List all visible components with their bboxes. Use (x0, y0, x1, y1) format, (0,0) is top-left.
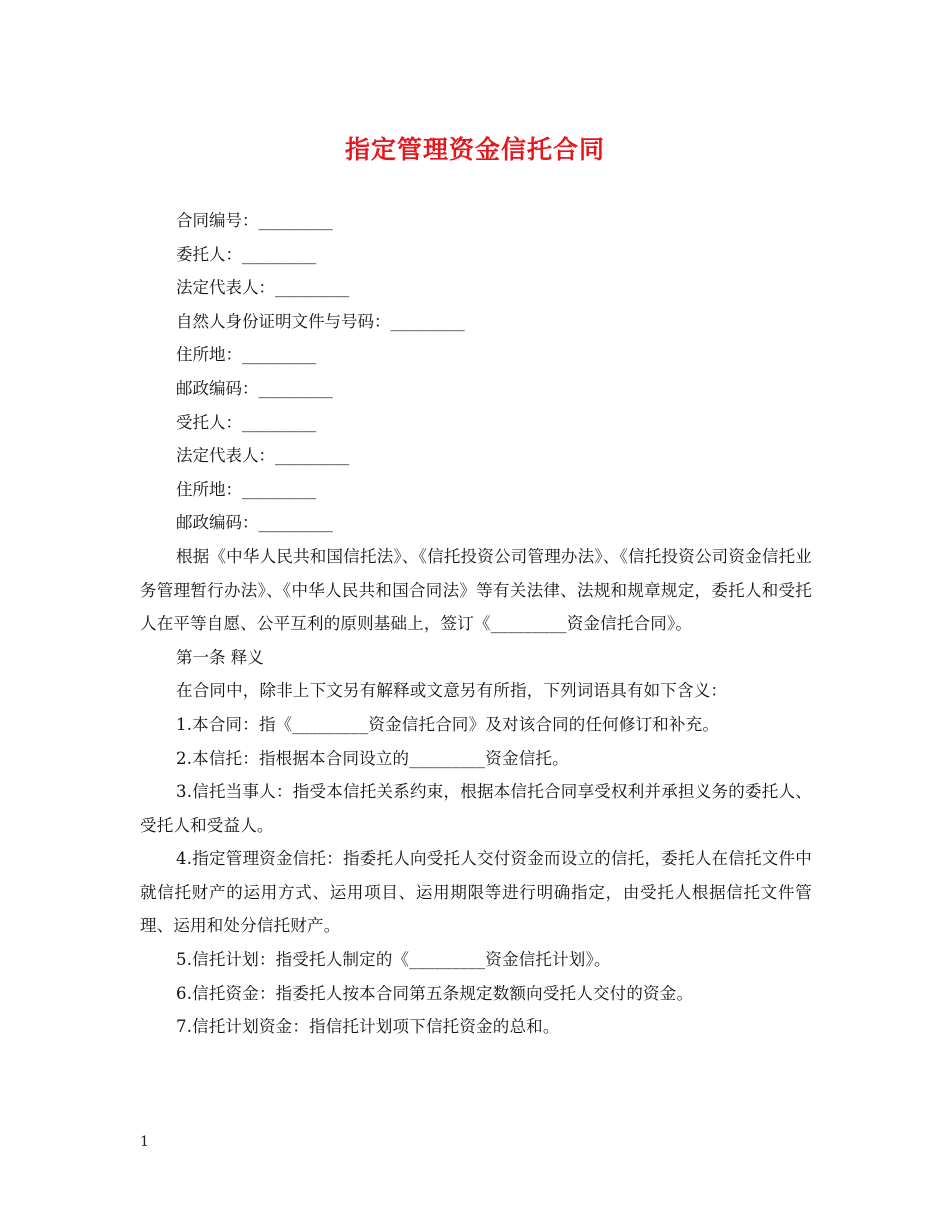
field-trustee-postcode: 邮政编码：_________ (176, 513, 333, 533)
field-trustor-postcode: 邮政编码：_________ (176, 378, 333, 398)
definition-item: 5.信托计划：指受托人制定的《_________资金信托计划》。 (176, 950, 611, 970)
definition-item: 1.本合同：指《_________资金信托合同》及对该合同的任何修订和补充。 (176, 714, 720, 734)
document-title: 指定管理资金信托合同 (344, 135, 605, 164)
field-trustor-legal-representative: 法定代表人：_________ (176, 278, 350, 298)
definition-item: 6.信托资金：指委托人按本合同第五条规定数额向受托人交付的资金。 (176, 983, 694, 1003)
definition-item: 7.信托计划资金：指信托计划项下信托资金的总和。 (176, 1017, 560, 1037)
field-trustee: 受托人：_________ (176, 412, 317, 432)
field-trustor: 委托人：_________ (176, 244, 317, 264)
definition-item: 2.本信托：指根据本合同设立的_________资金信托。 (176, 748, 569, 768)
article-intro: 在合同中，除非上下文另有解释或文意另有所指，下列词语具有如下含义： (176, 681, 728, 701)
document-body (140, 204, 812, 1044)
field-id-document: 自然人身份证明文件与号码：_________ (176, 311, 465, 331)
preamble-paragraph: 根据《中华人民共和国信托法》、《信托投资公司管理办法》、《信托投资公司资金信托业务管理暂行办法》、《中华人民共和国合同法》等有关法律、法规和规章规定，委托人和受托人在平等自愿、公平互利的原则基础上，签订《_________资金信托合同》。 (140, 546, 812, 634)
article-heading: 第一条 释义 (176, 647, 264, 667)
field-trustee-address: 住所地：_________ (176, 479, 317, 499)
definition-item: 3.信托当事人：指受本信托关系约束，根据本信托合同享受权利并承担义务的委托人、受托人和受益人。 (140, 782, 812, 835)
definition-item: 4.指定管理资金信托：指委托人向受托人交付资金而设立的信托，委托人在信托文件中就信托财产的运用方式、运用项目、运用期限等进行明确指定，由受托人根据信托文件管理、运用和处分信托财产。 (140, 849, 812, 936)
field-contract-number: 合同编号：_________ (176, 211, 333, 230)
page-number: 1 (140, 1134, 149, 1150)
field-trustor-address: 住所地：_________ (176, 345, 317, 365)
field-trustee-legal-representative: 法定代表人：_________ (176, 446, 350, 466)
